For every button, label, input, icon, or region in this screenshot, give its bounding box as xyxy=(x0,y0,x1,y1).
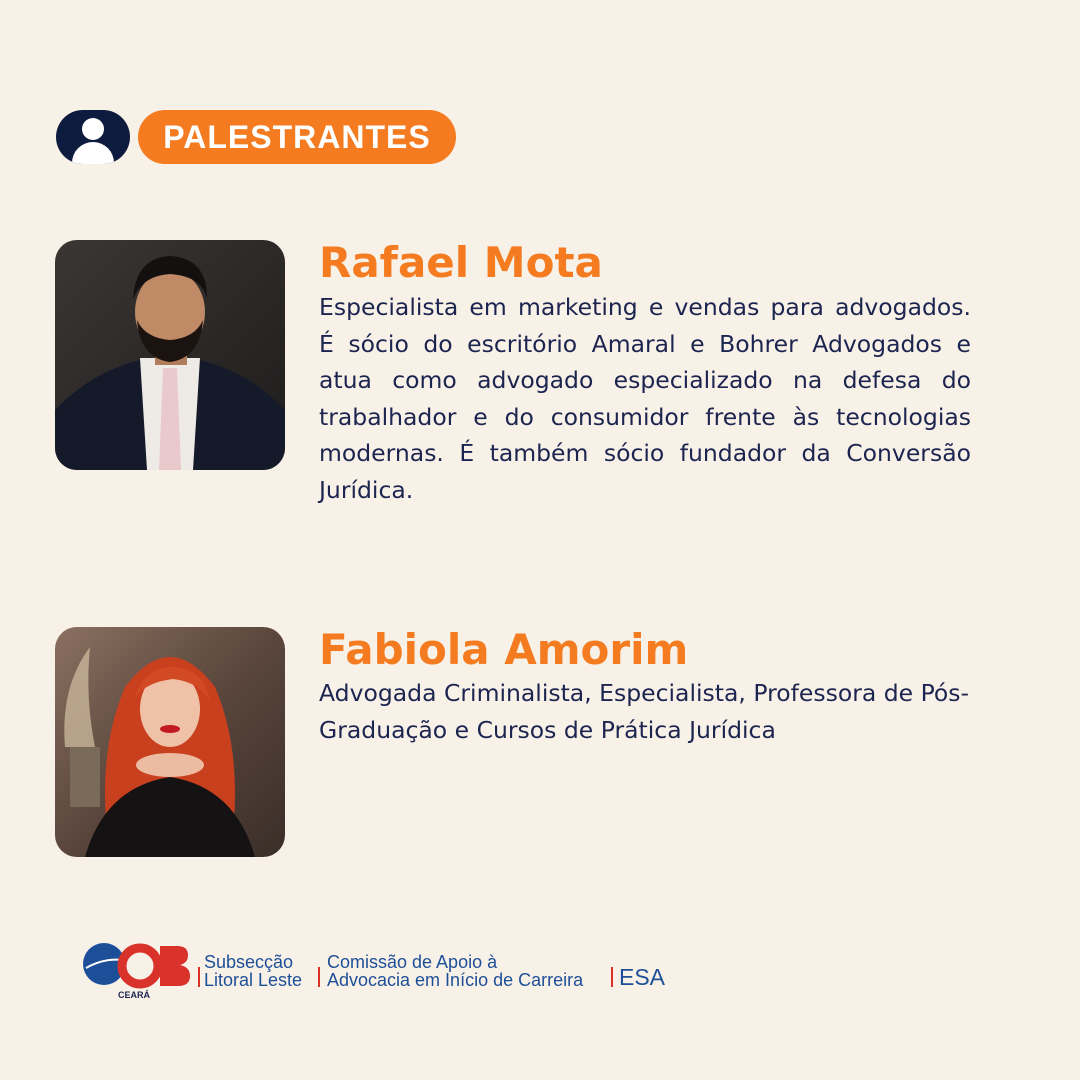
user-icon xyxy=(56,110,130,164)
esa-label: ESA xyxy=(619,964,666,990)
speaker-name: Rafael Mota xyxy=(319,238,603,287)
section-header xyxy=(56,110,476,166)
divider xyxy=(318,967,320,987)
commission-line1: Comissão de Apoio à xyxy=(327,952,498,972)
oab-logo xyxy=(82,940,192,1004)
speaker-bio: Advogada Criminalista, Especialista, Professora de Pós-Graduação e Cursos de Prática Jurídica xyxy=(319,679,970,744)
subsection-line2: Litoral Leste xyxy=(204,970,303,990)
commission-line2: Advocacia em Início de Carreira xyxy=(327,970,584,990)
divider xyxy=(611,967,613,987)
speaker-name: Fabiola Amorim xyxy=(319,625,689,674)
speaker-photo-rafael xyxy=(55,240,285,470)
speaker-photo-fabiola xyxy=(55,627,285,857)
divider xyxy=(198,967,200,987)
footer xyxy=(82,940,702,1010)
speaker-bio: Especialista em marketing e vendas para advogados. É sócio do escritório Amaral e Bohrer Advogados e atua como advogado especializado na defesa do trabalhador e do consumidor frente às tecnologias modernas. É também sócio fundador da Conversão Jurídica. xyxy=(319,293,971,504)
subsection-line1: Subsecção xyxy=(204,952,294,972)
oab-state: CEARÁ xyxy=(118,990,151,1000)
section-title: PALESTRANTES xyxy=(138,110,456,164)
